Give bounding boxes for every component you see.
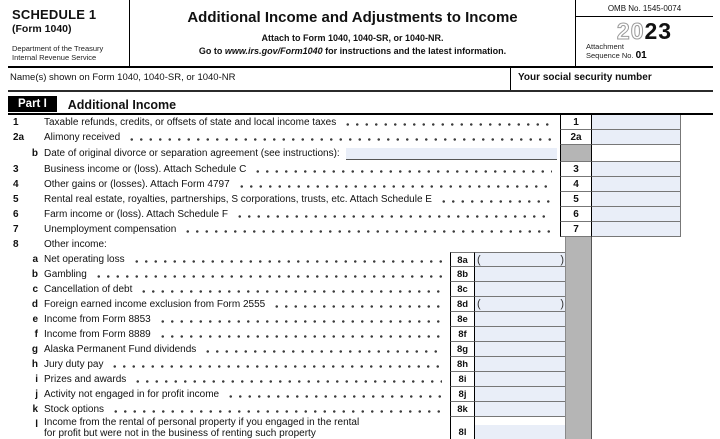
amount-field-8l[interactable] — [475, 417, 565, 439]
dot-leader-3 — [253, 162, 552, 177]
line-label-4: Other gains or (losses). Attach Form 4797 — [44, 179, 230, 190]
amount-field-8e[interactable] — [475, 312, 565, 327]
line-label-8f: Income from Form 8889 — [44, 329, 151, 340]
line-number-8j: j — [35, 389, 38, 400]
form-row-8l — [8, 417, 713, 439]
line-number-8d: d — [31, 299, 38, 310]
line-box-label-8g: 8g — [450, 342, 475, 357]
line-box-label-7: 7 — [560, 222, 592, 237]
line-number-1: 1 — [13, 117, 19, 128]
shaded-strip — [565, 267, 592, 282]
agency-line-2: Internal Revenue Service — [12, 53, 97, 62]
line-label-8a: Net operating loss — [44, 254, 125, 265]
header-right-block — [575, 0, 713, 66]
shaded-strip — [565, 282, 592, 297]
amount-field-8f[interactable] — [475, 327, 565, 342]
line-box-label-4: 4 — [560, 177, 592, 192]
line-box-label-8e: 8e — [450, 312, 475, 327]
name-field-area[interactable]: Name(s) shown on Form 1040, 1040-SR, or 1040-NR — [10, 72, 236, 83]
line-label-8k: Stock options — [44, 404, 105, 415]
line-label-3: Business income or (loss). Attach Schedule C — [44, 164, 247, 175]
line-number-8: 8 — [13, 239, 19, 250]
dot-leader-6 — [235, 207, 552, 222]
form-title: Additional Income and Adjustments to Income — [187, 9, 518, 26]
dot-leader-8e — [158, 312, 442, 327]
amount-field-4[interactable] — [592, 177, 681, 192]
attachment-sequence — [576, 43, 713, 60]
line-number-8g: g — [31, 344, 38, 355]
line-label-8j: Activity not engaged in for profit income — [44, 389, 220, 400]
line-label-8i: Prizes and awards — [44, 374, 127, 385]
amount-field-8h[interactable] — [475, 357, 565, 372]
part-1-header — [8, 92, 713, 115]
form-number: (Form 1040) — [12, 23, 72, 35]
sequence-label: Sequence No. — [586, 50, 636, 60]
line-label-8e: Income from Form 8853 — [44, 314, 151, 325]
form-row-8a — [8, 252, 713, 267]
attach-instruction: Attach to Form 1040, 1040-SR, or 1040-NR. — [261, 33, 444, 43]
sequence-line — [586, 49, 713, 61]
line-box-label-8f: 8f — [450, 327, 475, 342]
form-row-8k — [8, 402, 713, 417]
omb-number: OMB No. 1545-0074 — [576, 0, 713, 17]
form-row-3 — [8, 162, 713, 177]
part-1-badge: Part I — [8, 96, 57, 112]
line-label-2a: Alimony received — [44, 132, 121, 143]
line-number-8f: f — [34, 329, 38, 340]
amount-field-8g[interactable] — [475, 342, 565, 357]
line-box-label-8h: 8h — [450, 357, 475, 372]
line-label-8l-line2: for profit but were not in the business of renting such property — [44, 427, 316, 439]
shaded-box-2b — [560, 145, 592, 162]
amount-field-8a[interactable] — [475, 252, 565, 267]
dot-leader-2a — [127, 130, 552, 145]
amount-field-8d[interactable] — [475, 297, 565, 312]
line-number-8k: k — [32, 404, 38, 415]
shaded-strip — [565, 372, 592, 387]
line-box-label-3: 3 — [560, 162, 592, 177]
line-number-7: 7 — [13, 224, 19, 235]
form-row-8i — [8, 372, 713, 387]
amount-field-8c[interactable] — [475, 282, 565, 297]
amount-field-5[interactable] — [592, 192, 681, 207]
line-label-8d: Foreign earned income exclusion from Form 2555 — [44, 299, 266, 310]
form-row-8 — [8, 237, 713, 252]
goto-instruction — [130, 46, 575, 56]
line-box-label-8j: 8j — [450, 387, 475, 402]
open-paren-8d: ( — [477, 298, 481, 310]
amount-field-2a[interactable] — [592, 130, 681, 145]
dot-leader-4 — [237, 177, 552, 192]
form-row-8c — [8, 282, 713, 297]
line-label-8l — [44, 417, 450, 439]
line-number-2b: b — [31, 148, 38, 159]
amount-field-8j[interactable] — [475, 387, 565, 402]
line-box-label-8d: 8d — [450, 297, 475, 312]
form-row-8b — [8, 267, 713, 282]
line-label-8h: Jury duty pay — [44, 359, 104, 370]
line-number-4: 4 — [13, 179, 19, 190]
form-rows — [8, 115, 713, 439]
shaded-strip — [565, 252, 592, 267]
line-box-label-1: 1 — [560, 115, 592, 130]
goto-prefix: Go to — [198, 46, 225, 56]
line-box-label-8c: 8c — [450, 282, 475, 297]
dot-leader-8a — [132, 252, 442, 267]
agency-line-1: Department of the Treasury — [12, 44, 104, 53]
tax-year — [576, 19, 713, 43]
form-row-8j — [8, 387, 713, 402]
line-number-8e: e — [32, 314, 38, 325]
line-number-8l: l — [35, 419, 38, 430]
dot-leader-8d — [272, 297, 442, 312]
form-header — [8, 0, 713, 68]
form-row-8f — [8, 327, 713, 342]
dot-leader-8i — [133, 372, 442, 387]
dot-leader-8h — [110, 357, 442, 372]
form-row-8h — [8, 357, 713, 372]
line-label-8: Other income: — [44, 239, 107, 250]
form-row-6 — [8, 207, 713, 222]
goto-suffix: for instructions and the latest information. — [322, 46, 507, 56]
shaded-strip — [565, 417, 592, 439]
shaded-strip — [565, 402, 592, 417]
line-number-2a: 2a — [13, 132, 25, 143]
line-number-8i: i — [35, 374, 38, 385]
line-label-8g: Alaska Permanent Fund dividends — [44, 344, 197, 355]
line-label-1: Taxable refunds, credits, or offsets of state and local income taxes — [44, 117, 337, 128]
form-row-2a — [8, 130, 713, 145]
amount-field-3[interactable] — [592, 162, 681, 177]
divorce-date-field[interactable] — [346, 148, 557, 160]
attachment-label: Attachment — [586, 42, 624, 51]
line-label-5: Rental real estate, royalties, partnerships, S corporations, trusts, etc. Attach Schedule E — [44, 194, 432, 205]
dot-leader-1 — [343, 115, 552, 130]
line-number-8c: c — [32, 284, 38, 295]
dot-leader-8j — [226, 387, 442, 402]
line-box-label-8i: 8i — [450, 372, 475, 387]
shaded-strip — [565, 387, 592, 402]
amount-field-7[interactable] — [592, 222, 681, 237]
line-label-6: Farm income or (loss). Attach Schedule F — [44, 209, 228, 220]
dot-leader-8c — [139, 282, 442, 297]
shaded-strip — [565, 342, 592, 357]
line-number-5: 5 — [13, 194, 19, 205]
form-row-8e — [8, 312, 713, 327]
line-box-label-5: 5 — [560, 192, 592, 207]
form-row-2b — [8, 145, 713, 162]
line-box-label-8l: 8l — [450, 417, 475, 439]
close-paren-8a: ) — [560, 254, 564, 266]
line-label-8l-line1: Income from the rental of personal property if you engaged in the rental — [44, 417, 360, 428]
line-number-8a: a — [32, 254, 38, 265]
amount-field-8k[interactable] — [475, 402, 565, 417]
line-label-8c: Cancellation of debt — [44, 284, 133, 295]
irs-url: www.irs.gov/Form1040 — [224, 46, 323, 56]
line-label-2b: Date of original divorce or separation agreement (see instructions): — [44, 148, 340, 159]
line-label-7: Unemployment compensation — [44, 224, 177, 235]
amount-field-8b[interactable] — [475, 267, 565, 282]
shaded-strip — [565, 357, 592, 372]
amount-field-6[interactable] — [592, 207, 681, 222]
dot-leader-8b — [94, 267, 442, 282]
amount-field-1[interactable] — [592, 115, 681, 130]
shaded-strip — [565, 327, 592, 342]
line-box-label-8b: 8b — [450, 267, 475, 282]
open-paren-8a: ( — [477, 254, 481, 266]
form-row-7 — [8, 222, 713, 237]
header-center-block — [130, 0, 575, 66]
line-box-label-8k: 8k — [450, 402, 475, 417]
line-number-6: 6 — [13, 209, 19, 220]
header-left-block — [8, 0, 130, 66]
form-row-8g — [8, 342, 713, 357]
tax-year-outline: 20 — [616, 18, 645, 44]
amount-field-8i[interactable] — [475, 372, 565, 387]
dot-leader-8f — [158, 327, 442, 342]
ssn-field-area[interactable]: Your social security number — [510, 68, 713, 90]
shaded-strip — [565, 312, 592, 327]
form-row-8d — [8, 297, 713, 312]
dot-leader-8k — [111, 402, 442, 417]
form-row-1 — [8, 115, 713, 130]
schedule-number: SCHEDULE 1 — [12, 7, 97, 22]
dot-leader-7 — [183, 222, 552, 237]
line-number-3: 3 — [13, 164, 19, 175]
agency-lines — [12, 44, 125, 62]
dot-leader-5 — [439, 192, 552, 207]
line-box-label-2a: 2a — [560, 130, 592, 145]
line-number-8h: h — [31, 359, 38, 370]
shaded-strip — [565, 297, 592, 312]
name-ssn-row — [8, 68, 713, 92]
tax-year-solid: 23 — [644, 18, 673, 44]
schedule-1-form — [8, 0, 713, 439]
line-box-label-8a: 8a — [450, 252, 475, 267]
part-1-title: Additional Income — [67, 98, 177, 112]
shaded-strip — [565, 237, 592, 252]
line-label-8b: Gambling — [44, 269, 87, 280]
line-number-8b: b — [31, 269, 38, 280]
sequence-number: 01 — [635, 49, 647, 61]
form-row-5 — [8, 192, 713, 207]
close-paren-8d: ) — [560, 298, 564, 310]
line-box-label-6: 6 — [560, 207, 592, 222]
form-row-4 — [8, 177, 713, 192]
dot-leader-8g — [203, 342, 442, 357]
